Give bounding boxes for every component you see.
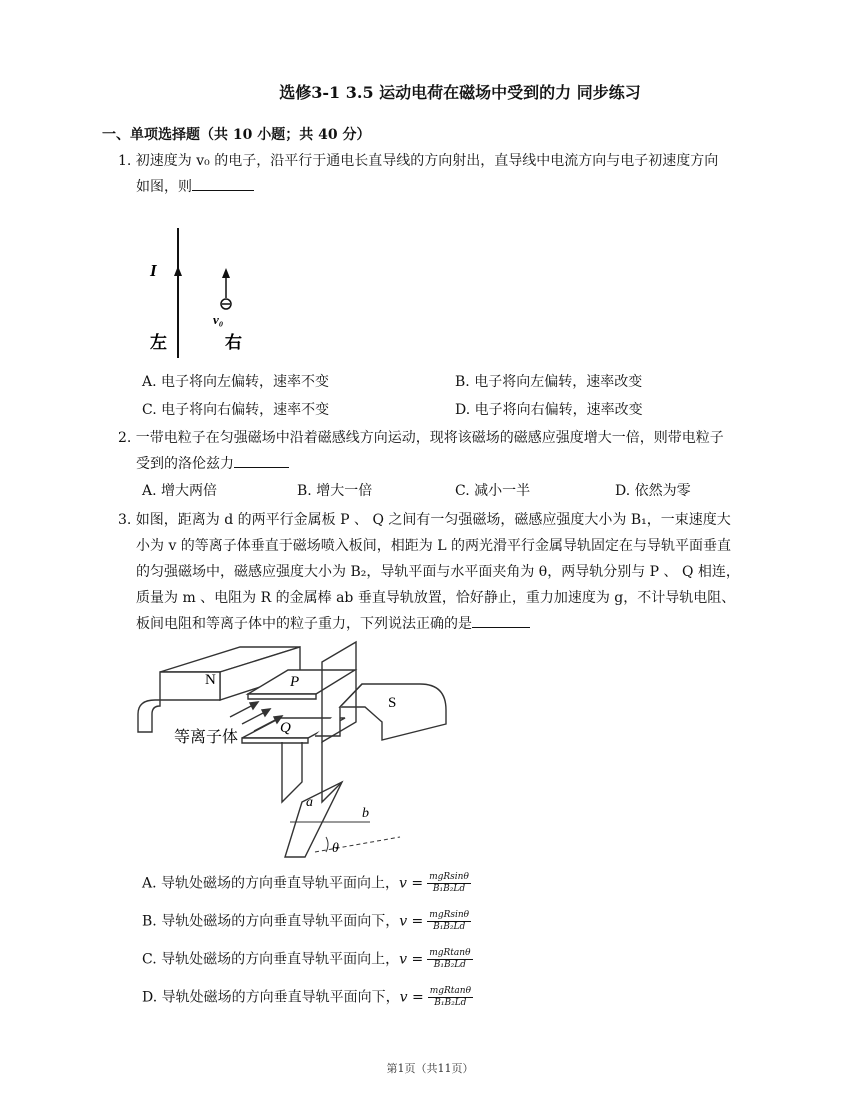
p-label: P <box>290 674 300 690</box>
q2-option-b[interactable]: B. 增大一倍 <box>297 483 373 499</box>
s-label: S <box>388 695 397 711</box>
velocity-arrow-icon <box>222 268 230 278</box>
q1-stem-line1: 1. 初速度为 v₀ 的电子，沿平行于通电长直导线的方向射出，直导线中电流方向与电子初速度方向 <box>118 153 719 169</box>
q3-option-d-v: v = <box>399 989 424 1006</box>
q3-option-c-den: B₁B₂Ld <box>433 960 466 970</box>
n-label: N <box>205 672 216 688</box>
q1-figure <box>140 228 260 363</box>
q3-option-d-text: D. 导轨处磁场的方向垂直导轨平面向下， <box>142 989 400 1006</box>
theta-label: θ <box>332 841 339 856</box>
q3-stem <box>118 507 778 637</box>
q3-stem-line2: 小为 v 的等离子体垂直于磁场喷入板间，相距为 L 的两光滑平行金属导轨固定在与导轨平面垂直 <box>136 538 732 554</box>
q3-option-c-fraction <box>427 948 472 971</box>
q3-option-d-num: mgRtanθ <box>429 986 471 996</box>
current-label: I <box>150 261 157 280</box>
page-footer: 第1页（共11页） <box>386 1062 474 1075</box>
q3-option-b-v: v = <box>399 913 424 930</box>
q1-stem <box>118 148 758 200</box>
q3-option-b-fraction <box>427 910 471 933</box>
q1-option-b[interactable]: B. 电子将向左偏转，速率改变 <box>455 374 643 390</box>
q3-option-a-text: A. 导轨处磁场的方向垂直导轨平面向上， <box>142 875 400 892</box>
velocity-label: v₀ <box>213 312 224 327</box>
theta-arc <box>326 837 328 852</box>
q3-option-b[interactable] <box>142 910 471 933</box>
q2-option-c[interactable]: C. 减小一半 <box>455 483 531 499</box>
q1-option-c[interactable]: C. 电子将向右偏转，速率不变 <box>142 402 330 418</box>
q3-option-a-den: B₁B₂Ld <box>432 884 466 894</box>
q3-option-a-v: v = <box>399 875 424 892</box>
plasma-label: 等离子体 <box>174 729 239 746</box>
q3-stem-line3: 的匀强磁场中，磁感应强度大小为 B₂，导轨平面与水平面夹角为 θ，两导轨分别与 P 、 Q 相连， <box>136 564 740 580</box>
left-label: 左 <box>150 333 167 352</box>
page-title: 选修3-1 3.5 运动电荷在磁场中受到的力 同步练习 <box>279 83 641 102</box>
q3-answer-blank[interactable] <box>472 613 530 628</box>
q1-stem-line2 <box>118 174 758 200</box>
q3-option-c-text: C. 导轨处磁场的方向垂直导轨平面向上， <box>142 951 400 968</box>
q3-option-b-num: mgRsinθ <box>429 910 470 920</box>
q3-option-c-num: mgRtanθ <box>429 948 471 958</box>
q1-option-a[interactable]: A. 电子将向左偏转，速率不变 <box>142 374 330 390</box>
q2-option-a[interactable]: A. 增大两倍 <box>142 483 218 499</box>
q3-option-b-text: B. 导轨处磁场的方向垂直导轨平面向下， <box>142 913 400 930</box>
q3-figure <box>130 632 460 867</box>
q3-option-c[interactable] <box>142 948 473 971</box>
rail-right <box>322 742 342 802</box>
q2-stem-text: 受到的洛伦兹力 <box>136 456 234 472</box>
a-label: a <box>306 795 313 810</box>
section-heading: 一、单项选择题（共 10 小题；共 40 分） <box>102 127 371 143</box>
q1-answer-blank[interactable] <box>192 176 254 191</box>
rail-left <box>282 742 302 802</box>
right-label: 右 <box>225 333 242 352</box>
q3-stem-text: 板间电阻和等离子体中的粒子重力，下列说法正确的是 <box>136 616 472 632</box>
q3-option-d[interactable] <box>142 986 473 1009</box>
q1-stem-text: 如图，则 <box>136 179 192 195</box>
q3-option-a-fraction <box>427 872 471 895</box>
b-label: b <box>362 806 369 821</box>
q2-option-d[interactable]: D. 依然为零 <box>615 483 691 499</box>
q2-stem-line2 <box>118 451 778 477</box>
q3-stem-line1: 3. 如图，距离为 d 的两平行金属板 P 、 Q 之间有一匀强磁场，磁感应强度大小为 B₁，一束速度大 <box>118 512 731 528</box>
q3-option-a[interactable] <box>142 872 471 895</box>
q1-option-d[interactable]: D. 电子将向右偏转，速率改变 <box>455 402 643 418</box>
q-label: Q <box>280 720 291 736</box>
current-arrow-icon <box>174 266 182 276</box>
q3-option-a-num: mgRsinθ <box>429 872 469 882</box>
q2-stem-line1: 2. 一带电粒子在匀强磁场中沿着磁感线方向运动，现将该磁场的磁感应强度增大一倍，则带电粒子 <box>118 430 724 446</box>
q2-answer-blank[interactable] <box>234 453 289 468</box>
q3-option-c-v: v = <box>399 951 424 968</box>
q3-option-b-den: B₁B₂Ld <box>433 922 466 932</box>
q3-option-d-den: B₁B₂Ld <box>434 998 467 1008</box>
q3-stem-line4: 质量为 m 、电阻为 R 的金属棒 ab 垂直导轨放置，恰好静止，重力加速度为 g，不计导轨电阻、 <box>136 590 736 606</box>
q3-option-d-fraction <box>428 986 473 1009</box>
q2-stem <box>118 425 778 477</box>
